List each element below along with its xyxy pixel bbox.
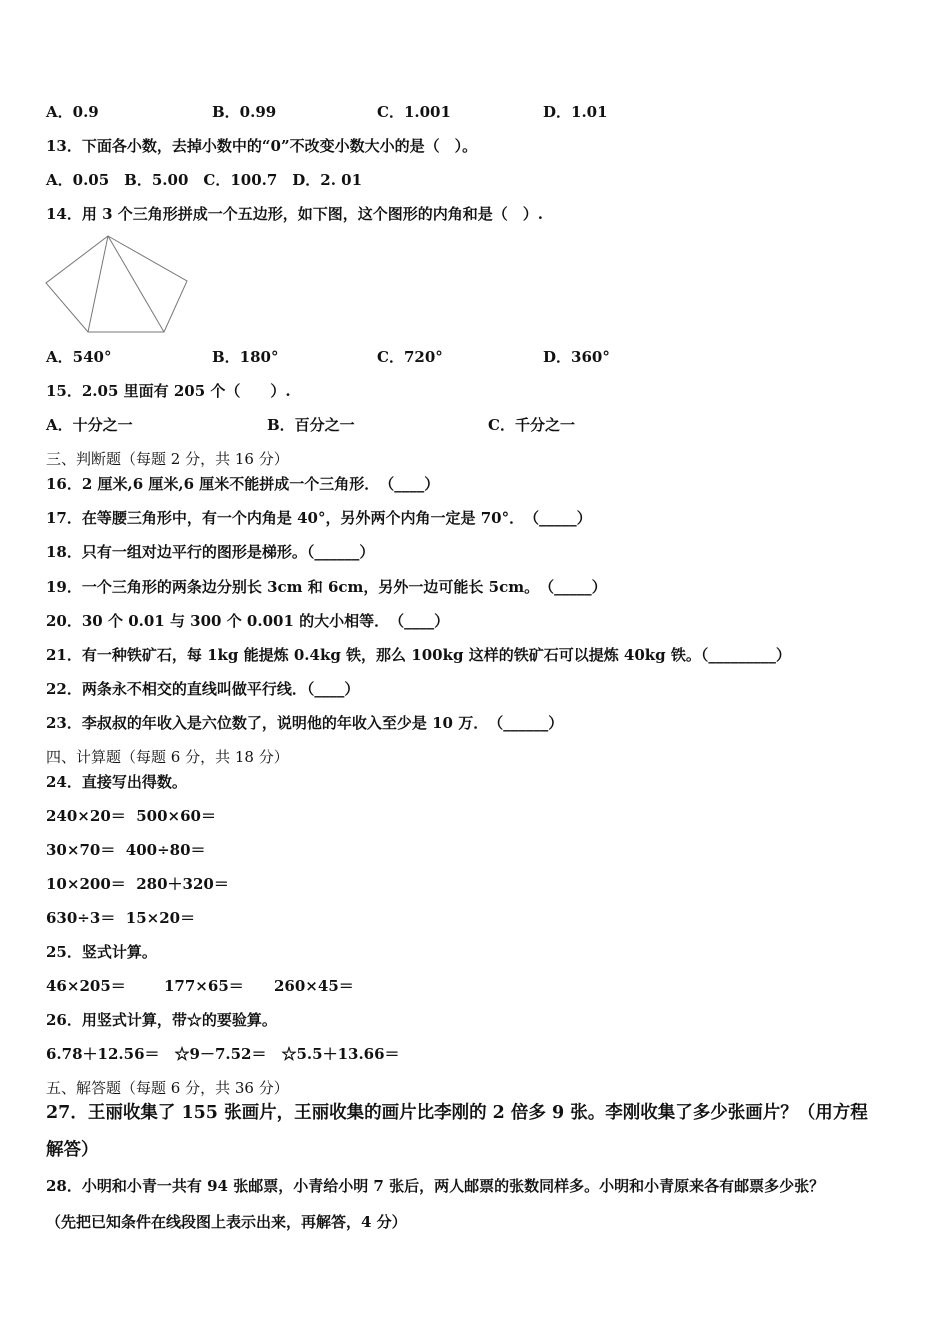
q18: 18．只有一组对边平行的图形是梯形。（______）: [46, 543, 375, 561]
q12-option-d: D．1.01: [543, 103, 608, 121]
q25-stem: 25．竖式计算。: [46, 943, 157, 961]
q16: 16．2 厘米,6 厘米,6 厘米不能拼成一个三角形． （____）: [46, 475, 440, 493]
q14-option-d: D．360°: [543, 348, 610, 366]
q27-line1: 27．王丽收集了 155 张画片，王丽收集的画片比李刚的 2 倍多 9 张。李刚收集了多少张画片？（用方程: [46, 1103, 868, 1123]
q13-stem: 13．下面各小数，去掉小数中的“0”不改变小数大小的是（ ）。: [46, 137, 478, 155]
q25-item: 260×45＝: [274, 977, 354, 995]
section5-title: 五、解答题（每题 6 分，共 36 分）: [46, 1079, 289, 1097]
q15-option-a: A．十分之一: [46, 416, 133, 434]
q14-option-a: A．540°: [46, 348, 112, 366]
q14-option-c: C．720°: [377, 348, 443, 366]
q15-option-c: C．千分之一: [488, 416, 575, 434]
q15-stem: 15．2.05 里面有 205 个（ ）.: [46, 382, 291, 400]
q26-line: 6.78＋12.56＝ ☆9－7.52＝ ☆5.5＋13.66＝: [46, 1045, 400, 1063]
q25-item: 46×205＝: [46, 977, 126, 995]
q22: 22．两条永不相交的直线叫做平行线．（____）: [46, 680, 360, 698]
pentagon-figure: [44, 234, 190, 336]
q15-option-b: B．百分之一: [267, 416, 355, 434]
q24-row: 630÷3＝ 15×20＝: [46, 909, 196, 927]
q24-row: 240×20＝ 500×60＝: [46, 807, 216, 825]
q28-line2: （先把已知条件在线段图上表示出来，再解答，4 分）: [46, 1213, 407, 1231]
q27-line2: 解答）: [46, 1140, 99, 1160]
section4-title: 四、计算题（每题 6 分，共 18 分）: [46, 748, 289, 766]
q26-stem: 26．用竖式计算，带☆的要验算。: [46, 1011, 277, 1029]
q23: 23．李叔叔的年收入是六位数了，说明他的年收入至少是 10 万． （______）: [46, 714, 564, 732]
q13-options: A．0.05 B．5.00 C．100.7 D．2. 01: [46, 171, 363, 189]
q28-line1: 28．小明和小青一共有 94 张邮票，小青给小明 7 张后，两人邮票的张数同样多。小明和小青原来各有邮票多少张？: [46, 1177, 825, 1195]
q12-option-a: A．0.9: [46, 103, 99, 121]
q21: 21．有一种铁矿石，每 1kg 能提炼 0.4kg 铁，那么 100kg 这样的铁矿石可以提炼 40kg 铁。（_________）: [46, 646, 791, 664]
q12-option-b: B．0.99: [212, 103, 277, 121]
section3-title: 三、判断题（每题 2 分，共 16 分）: [46, 450, 289, 468]
q24-stem: 24．直接写出得数。: [46, 773, 187, 791]
q19: 19．一个三角形的两条边分别长 3cm 和 6cm，另外一边可能长 5cm。 （_____）: [46, 578, 607, 596]
q12-option-c: C．1.001: [377, 103, 451, 121]
q14-option-b: B．180°: [212, 348, 279, 366]
q24-row: 30×70＝ 400÷80＝: [46, 841, 206, 859]
q25-item: 177×65＝: [164, 977, 244, 995]
q14-stem: 14．用 3 个三角形拼成一个五边形，如下图，这个图形的内角和是（ ）.: [46, 205, 543, 223]
q24-row: 10×200＝ 280＋320＝: [46, 875, 229, 893]
q20: 20．30 个 0.01 与 300 个 0.001 的大小相等． （____）: [46, 612, 450, 630]
q17: 17．在等腰三角形中，有一个内角是 40°，另外两个内角一定是 70°． （_____）: [46, 509, 592, 527]
